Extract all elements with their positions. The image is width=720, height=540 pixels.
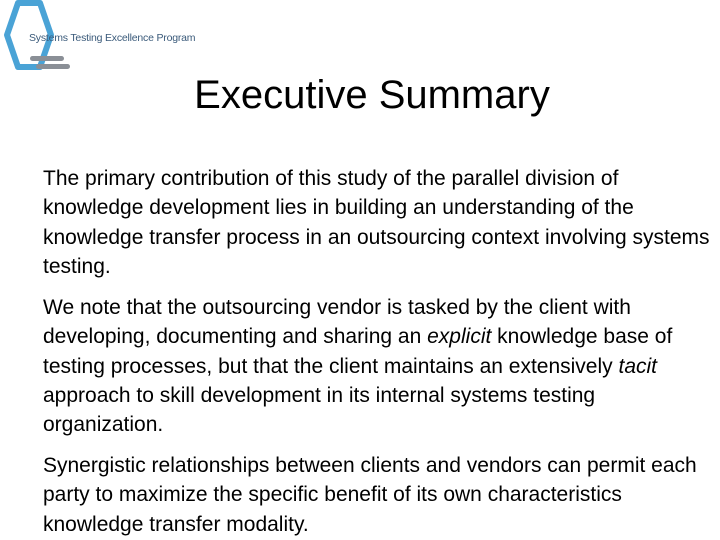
program-logo: [0, 0, 215, 76]
paragraph-synergistic: Synergistic relationships between clients and vendors can permit each party to maximize the specific benefit of its own characteristics knowledge transfer modality.: [43, 454, 697, 536]
slide-title: Executive Summary: [194, 73, 550, 117]
paragraph-text: We note that the outsourcing vendor is tasked by the client with developing, documenting and sharing an: [43, 296, 631, 349]
paragraph-outsourcing-vendor: [43, 293, 711, 439]
logo-text: Systems Testing Excellence Program: [29, 32, 196, 44]
paragraph-text: approach to skill development in its internal systems testing organization.: [43, 383, 596, 437]
emphasis-tacit: tacit: [618, 354, 657, 378]
emphasis-explicit: explicit: [427, 325, 492, 349]
paragraph-text: knowledge base of testing processes, but that the client maintains an extensively: [43, 325, 673, 378]
logo-bar-top: [30, 56, 64, 61]
paragraph-contribution: The primary contribution of this study of the parallel division of knowledge development lies in building an understanding of the knowledge transfer process in an outsourcing context involving systems testing.: [43, 167, 710, 278]
logo-bar-bottom: [36, 64, 70, 69]
